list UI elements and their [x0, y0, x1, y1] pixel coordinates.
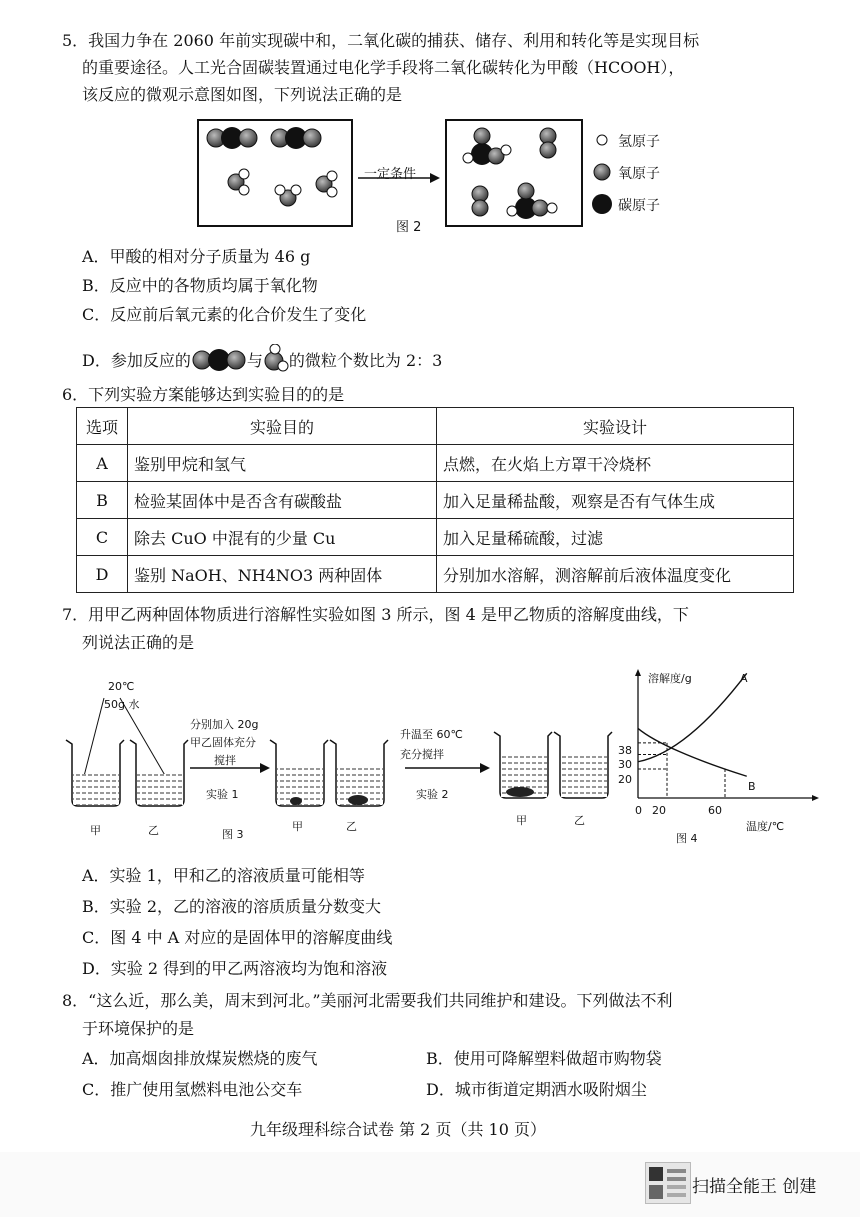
- co2-molecule: [207, 127, 257, 149]
- row-design: 分别加水溶解，测溶解前后液体温度变化: [437, 556, 794, 593]
- q5-option-d-post: 的微粒个数比为 2：3: [288, 351, 443, 370]
- fig4-curve-b-label: B: [748, 780, 756, 793]
- q5-option-d-pre: D．参加反应的: [82, 351, 191, 370]
- q5-option-d-mid: 与: [246, 351, 263, 370]
- fig4-ylabel: 溶解度/g: [648, 672, 692, 685]
- scanner-watermark: 扫描全能王 创建: [692, 1177, 817, 1197]
- fig4-xtick-0: 0: [635, 804, 642, 817]
- q5-option-c: C．反应前后氧元素的化合价发生了变化: [82, 305, 367, 324]
- fig3-step2-line2: 充分搅拌: [400, 748, 444, 761]
- q6-table: [76, 407, 794, 593]
- q8-option-b: B．使用可降解塑料做超市购物袋: [426, 1049, 662, 1068]
- hcooh-molecule: [463, 128, 511, 165]
- row-design: 点燃，在火焰上方罩干冷烧杯: [437, 445, 794, 482]
- fig3-temp-label: 20℃: [108, 680, 135, 693]
- fig3-yi-3: 乙: [574, 814, 585, 827]
- row-purpose: 检验某固体中是否含有碳酸盐: [128, 482, 437, 519]
- row-design: 加入足量稀硫酸，过滤: [437, 519, 794, 556]
- carbon-atom-legend-icon: [592, 194, 612, 214]
- row-purpose: 鉴别甲烷和氢气: [128, 445, 437, 482]
- table-row: [77, 556, 794, 593]
- co2-molecule-icon: [191, 349, 247, 371]
- q5-option-a: A．甲酸的相对分子质量为 46 g: [82, 247, 311, 266]
- fig4-ytick-30: 30: [618, 758, 632, 771]
- legend-oxygen: 氧原子: [618, 166, 660, 182]
- q5-stem-line1: 5．我国力争在 2060 年前实现碳中和，二氧化碳的捕获、储存、利用和转化等是实现目标: [62, 31, 700, 50]
- q8-option-c: C．推广使用氢燃料电池公交车: [82, 1080, 303, 1099]
- q8-stem-line1: 8．“这么近，那么美，周末到河北。”美丽河北需要我们共同维护和建设。下列做法不利: [62, 991, 673, 1010]
- page-footer: 九年级理科综合试卷 第 2 页（共 10 页）: [250, 1120, 546, 1139]
- co2-molecule: [271, 127, 321, 149]
- beaker-yi-exp1: [330, 740, 388, 806]
- h2o-molecule: [316, 171, 337, 197]
- beaker-yi-initial: [130, 740, 188, 806]
- q8-option-d: D．城市街道定期洒水吸附烟尘: [426, 1080, 647, 1099]
- o2-molecule: [472, 186, 488, 216]
- fig4-marks: [638, 673, 747, 776]
- beaker-yi-exp2: [554, 732, 612, 798]
- fig3-water-label: 50g 水: [104, 698, 140, 711]
- h2o-molecule: [228, 169, 249, 195]
- fig3-exp1-label: 实验 1: [206, 788, 239, 801]
- q7-option-a: A．实验 1，甲和乙的溶液质量可能相等: [82, 866, 365, 885]
- fig3-yi-1: 乙: [148, 824, 159, 837]
- fig3-jia-3: 甲: [516, 814, 527, 827]
- row-purpose: 除去 CuO 中混有的少量 Cu: [128, 519, 437, 556]
- row-label: C: [77, 519, 128, 556]
- beaker-jia-exp1: [270, 740, 328, 806]
- fig3-caption: 图 3: [222, 828, 244, 841]
- row-design: 加入足量稀盐酸，观察是否有气体生成: [437, 482, 794, 519]
- table-row: [77, 519, 794, 556]
- table-header-row: [77, 408, 794, 445]
- fig4-ytick-38: 38: [618, 744, 632, 757]
- row-purpose: 鉴别 NaOH、NH4NO3 两种固体: [128, 556, 437, 593]
- h2o-molecule: [275, 185, 301, 206]
- q5-stem-line2: 的重要途径。人工光合固碳装置通过电化学手段将二氧化碳转化为甲酸（HCOOH），: [82, 58, 685, 77]
- fig4-xtick-60: 60: [708, 804, 722, 817]
- header-purpose: 实验目的: [128, 408, 437, 445]
- fig3-jia-1: 甲: [90, 824, 101, 837]
- o2-molecule: [540, 128, 556, 158]
- fig3-step1-line1: 分别加入 20g: [190, 718, 259, 731]
- fig3-jia-2: 甲: [292, 820, 303, 833]
- q5-arrow-label: 一定条件: [364, 167, 417, 182]
- fig4-y-arrow: [635, 669, 641, 676]
- h2o-molecule-icon: [263, 344, 289, 374]
- fig3-exp2-label: 实验 2: [416, 788, 449, 801]
- fig3-step2-line1: 升温至 60℃: [400, 728, 463, 741]
- fig4-axes: [635, 669, 819, 801]
- fig4-xtick-20: 20: [652, 804, 666, 817]
- oxygen-atom-legend-icon: [594, 164, 610, 180]
- legend-carbon: 碳原子: [618, 198, 660, 214]
- q7-stem-line1: 7．用甲乙两种固体物质进行溶解性实验如图 3 所示，图 4 是甲乙物质的溶解度曲线，下: [62, 605, 689, 624]
- q7-stem-line2: 列说法正确的是: [82, 633, 195, 652]
- hydrogen-atom-legend-icon: [597, 135, 607, 145]
- q5-stem-line3: 该反应的微观示意图如图，下列说法正确的是: [82, 85, 403, 104]
- q7-option-c: C．图 4 中 A 对应的是固体甲的溶解度曲线: [82, 928, 393, 947]
- fig4-ytick-20: 20: [618, 773, 632, 786]
- fig4-curve-a-label: A: [740, 672, 748, 685]
- q5-micro-diagram: [190, 114, 690, 236]
- fig3-experiment-diagram: [60, 676, 620, 816]
- row-label: B: [77, 482, 128, 519]
- table-row: [77, 482, 794, 519]
- header-option: 选项: [77, 408, 128, 445]
- table-row: [77, 445, 794, 482]
- row-label: D: [77, 556, 128, 593]
- legend-hydrogen: 氢原子: [618, 134, 660, 150]
- header-design: 实验设计: [437, 408, 794, 445]
- row-label: A: [77, 445, 128, 482]
- beaker-jia-exp2: [494, 732, 552, 798]
- fig4-curve-a: [638, 673, 747, 761]
- q7-option-b: B．实验 2，乙的溶液的溶质质量分数变大: [82, 897, 382, 916]
- fig4-caption: 图 4: [676, 832, 698, 845]
- fig4-x-arrow: [812, 795, 819, 801]
- hcooh-molecule: [507, 183, 557, 219]
- fig4-xlabel: 温度/℃: [746, 820, 785, 833]
- fig3-yi-2: 乙: [346, 820, 357, 833]
- q5-figure-caption: 图 2: [396, 220, 422, 235]
- scanner-logo-icon: [645, 1162, 691, 1204]
- beaker-jia-initial: [66, 740, 124, 806]
- q8-option-a: A．加高烟囱排放煤炭燃烧的废气: [82, 1049, 318, 1068]
- q6-stem: 6．下列实验方案能够达到实验目的的是: [62, 385, 345, 404]
- q5-option-b: B．反应中的各物质均属于氧化物: [82, 276, 318, 295]
- fig3-step1-line2: 甲乙固体充分: [190, 736, 256, 749]
- q8-stem-line2: 于环境保护的是: [82, 1019, 195, 1038]
- q7-option-d: D．实验 2 得到的甲乙两溶液均为饱和溶液: [82, 959, 388, 978]
- fig3-step1-line3: 搅拌: [214, 754, 236, 767]
- q5-option-d: [82, 344, 442, 375]
